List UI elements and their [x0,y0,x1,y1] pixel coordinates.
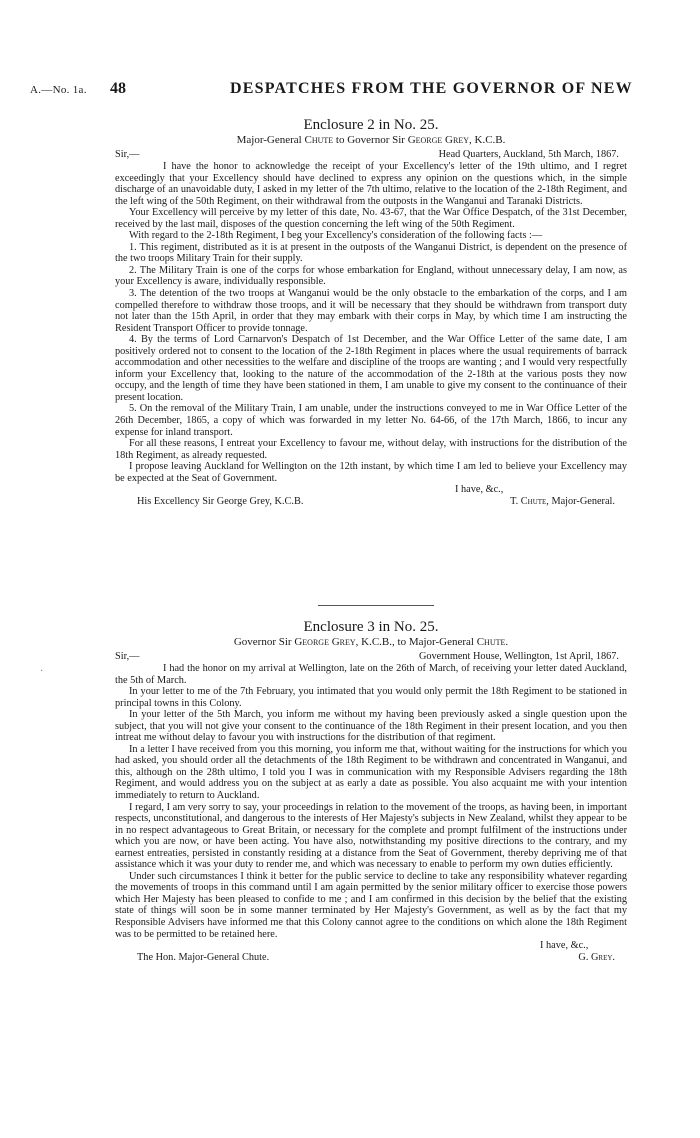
signature: T. Chute, Major-General. [510,496,615,508]
paragraph: 3. The detention of the two troops at Wanganui would be the only obstacle to the embarkation of the corps, and I am compelled therefore to withdraw those troops, and it will be necessary that they should be withdrawn from transport duty not later than the 15th April, in order that they may embark with their corps in May, by which time I am instructing the Resident Transport Officer to provide tonnage. [115,288,627,334]
page-number: 48 [110,80,126,97]
paragraph: In your letter to me of the 7th February, you intimated that you would only permit the 18th Regiment to be stationed in principal towns in this Colony. [115,686,627,709]
paragraph: I regard, I am very sorry to say, your proceedings in relation to the movement of the troops, as having been, in important respects, unconstitutional, and dangerous to the interests of Her Majesty's subjects in New Zealand, whilst they appear to be in no respect advantageous to Great Britain, or necessary for the complete and prompt fulfilment of the instructions under which you are now, or have been acting. You have also, notwithstanding my positive directions to the contrary, and my earnest entreaties, persisted in constantly residing at a distance from the Seat of Government, thereby depriving me of that assistance which it was your duty to render me, and which was necessary to enable to perform my own duties efficiently. [115,801,627,871]
paragraph: With regard to the 2-18th Regiment, I beg your Excellency's consideration of the following facts :— [129,230,543,242]
closing: I have, &c., [455,484,504,496]
paragraph: Under such circumstances I think it better for the public service to decline to take any responsibility whatever regarding the movements of troops in this command until I am again permitted by the senior military officer to exercise those powers which Her Majesty has been pleased to confide to me ; and I am confirmed in this decision by the belief that the existing state of things will soon be in some manner terminated by Her Majesty's Government, as well as by the fact that my Responsible Advisers have informed me that this Colony cannot agree to the conditions on which alone the 18th Regiment was to be permitted to be retained here. [115,870,627,940]
closing: I have, &c., [540,940,589,952]
paragraph: In your letter of the 5th March, you inform me without my having been previously asked a single question upon the subject, that you will not give your consent to the continuance of the 18th Regiment in their present location, and you then intreat me without delay to favour you with instructions for the distribution of that regiment. [115,709,627,744]
paragraph: I have the honor to acknowledge the receipt of your Excellency's letter of the 19th ultimo, and I regret exceedingly that your Excellency should have declined to express any opinion on the questions which, in the simple discharge of an unavoidable duty, I asked in my letter of the 7th ultimo, relative to the location of the 2-18th Regiment, and the left wing of the 50th Regiment, on their withdrawal from the outposts in the Wanganui and Taranaki Districts. [115,161,627,207]
paragraph: For all these reasons, I entreat your Excellency to favour me, without delay, with instructions for the distribution of the 18th Regiment, as already requested. [115,438,627,461]
place-date: Head Quarters, Auckland, 5th March, 1867. [438,149,619,160]
margin-mark: · [40,666,44,677]
salutation: Sir,— [115,149,140,160]
section-divider [318,605,434,606]
page-header [30,80,670,104]
closing-row [115,484,627,496]
enclosure-2-salutation-row [115,149,627,161]
paragraph: 5. On the removal of the Military Train, I am unable, under the instructions conveyed to me in War Office Letter of the 26th December, 1865, a copy of which was forwarded in my letter No. 64-66, of the 17th March, 1866, to incur any expense for inland transport. [115,403,627,438]
addressee: The Hon. Major-General Chute. [137,952,270,964]
enclosure-2-title: Enclosure 2 in No. 25. [303,117,439,133]
enclosure-3-salutation-row [115,651,627,663]
signature-row [115,496,627,509]
signature: G. Grey. [578,952,615,964]
paragraph: 2. The Military Train is one of the corps for whose embarkation for England, without unnecessary delay, I am now, as your Excellency is aware, individually responsible. [115,264,627,288]
paper-reference: A.—No. 1a. [30,84,87,96]
enclosure-2 [115,116,627,509]
salutation: Sir,— [115,651,140,662]
paragraph: I propose leaving Auckland for Wellington on the 12th instant, by which time I am led to believe your Excellency may be expected at the Seat of Government. [115,461,627,484]
paragraph: Your Excellency will perceive by my letter of this date, No. 43-67, that the War Office Despatch, of the 31st December, received by the last mail, disposes of the question concerning the left wing of the 50th Regiment. [115,207,627,230]
signature-row [115,952,627,965]
enclosure-3-title: Enclosure 3 in No. 25. [303,619,439,635]
paragraph: I had the honor on my arrival at Wellington, late on the 26th of March, of receiving your letter dated Auckland, the 5th of March. [115,663,627,686]
paragraph: In a letter I have received from you this morning, you inform me that, without waiting for the instructions for which you had asked, you should order all the detachments of the 18th Regiment to be withdrawn and concentrated in Wanganui, and this, although on the 28th ultimo, I told you I was in communication with my Responsible Advisers regarding the 18th Regiment, and would address you on the subject at as early a date as possible. You also acquaint me with your intention immediately to return to Auckland. [115,743,627,802]
enclosure-3 [115,618,627,965]
addressee: His Excellency Sir George Grey, K.C.B. [137,496,304,508]
enclosure-3-subtitle: Governor Sir George Grey, K.C.B., to Major-General Chute. [233,636,509,648]
enclosure-2-subtitle: Major-General Chute to Governor Sir George Grey, K.C.B. [236,134,506,146]
running-title: DESPATCHES FROM THE GOVERNOR OF NEW [230,80,633,97]
place-date: Government House, Wellington, 1st April, 1867. [418,651,619,662]
paragraph: 4. By the terms of Lord Carnarvon's Despatch of 1st December, and the War Office Letter of the same date, I am positively ordered not to consent to the location of the 2-18th Regiment in places where the usual requirements of barrack accommodation and other necessities to the welfare and discipline of the troops are wanting ; and I would very respectfully inform your Excellency that, looking to the nature of the accommodation of the 2-18th at the various posts they now occupy, and the length of time they have been stationed in them, I am unable to give my consent to the continuance of their present location. [115,334,627,403]
closing-row [115,940,627,952]
paragraph: 1. This regiment, distributed as it is at present in the outposts of the Wanganui District, is dependent on the presence of the two troops Military Train for their supply. [115,241,627,265]
